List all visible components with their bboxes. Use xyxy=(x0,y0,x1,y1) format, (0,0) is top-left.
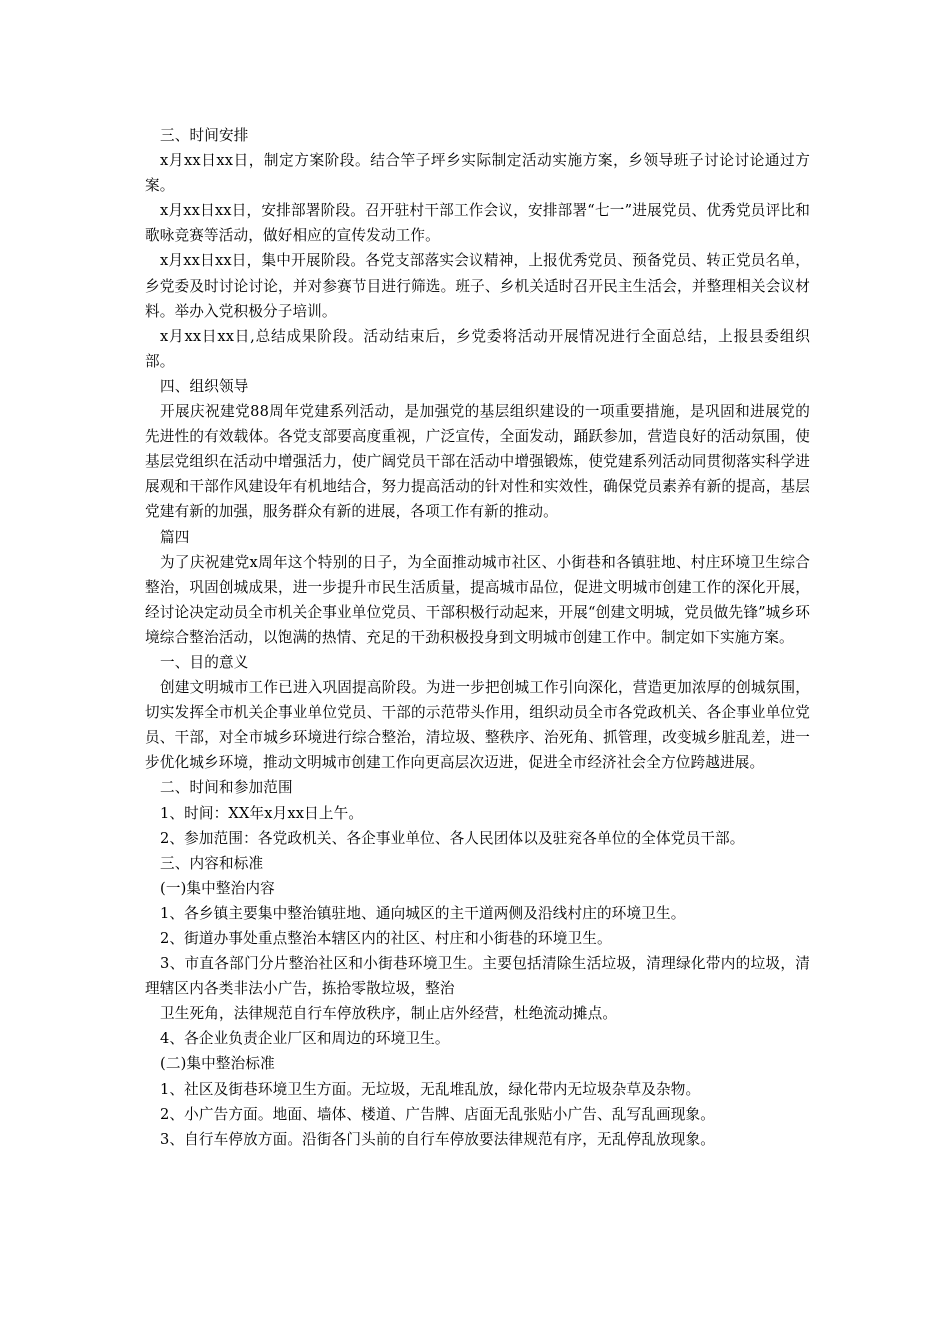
section-heading-part-four: 篇四 xyxy=(160,528,190,546)
list-item: 1、社区及街巷环境卫生方面。无垃圾，无乱堆乱放，绿化带内无垃圾杂草及杂物。 xyxy=(160,1080,701,1098)
section-heading-leadership: 四、组织领导 xyxy=(160,377,249,395)
section-heading-time-scope: 二、时间和参加范围 xyxy=(160,779,293,797)
section-heading-purpose: 一、目的意义 xyxy=(160,653,249,671)
section-heading-schedule: 三、时间安排 xyxy=(160,127,249,144)
document-body xyxy=(145,123,810,1152)
list-item: 1、时间：XX年x月xx日上午。 xyxy=(160,804,364,822)
paragraph: 为了庆祝建党x周年这个特别的日子，为全面推动城市社区、小街巷和各镇驻地、村庄环境卫生综合整治，巩固创城成果，进一步提升市民生活质量，提高城市品位，促进文明城市创建工作的深化开展，经讨论决定动员全市机关企事业单位党员、干部积极行动起来，开展“创建文明城，党员做先锋”城乡环境综合整治活动，以饱满的热情、充足的干劲积极投身到文明城市创建工作中。制定如下实施方案。 xyxy=(145,553,810,646)
list-item: 3、市直各部门分片整治社区和小街巷环境卫生。主要包括清除生活垃圾，清理绿化带内的垃圾，清理辖区内各类非法小广告，拣拾零散垃圾，整治 xyxy=(145,955,810,998)
subsection-heading-content: (一)集中整治内容 xyxy=(160,879,275,897)
list-item: 2、参加范围：各党政机关、各企事业单位、各人民团体以及驻兖各单位的全体党员干部。 xyxy=(160,829,745,847)
list-item: 3、自行车停放方面。沿街各门头前的自行车停放要法律规范有序，无乱停乱放现象。 xyxy=(160,1130,715,1148)
paragraph: x月xx日xx日，制定方案阶段。结合竿子坪乡实际制定活动实施方案，乡领导班子讨论讨论通过方案。 xyxy=(145,152,810,195)
paragraph: x月xx日xx日，安排部署阶段。召开驻村干部工作会议，安排部署“七一”进展党员、优秀党员评比和歌咏竞赛等活动，做好相应的宣传发动工作。 xyxy=(145,202,810,245)
paragraph: 创建文明城市工作已进入巩固提高阶段。为进一步把创城工作引向深化，营造更加浓厚的创城氛围，切实发挥全市机关企事业单位党员、干部的示范带头作用，组织动员全市各党政机关、各企事业单位党员、干部，对全市城乡环境进行综合整治，清垃圾、整秩序、治死角、抓管理，改变城乡脏乱差，进一步优化城乡环境，推动文明城市创建工作向更高层次迈进，促进全市经济社会全方位跨越进展。 xyxy=(145,679,810,772)
list-item: 4、各企业负责企业厂区和周边的环境卫生。 xyxy=(160,1030,450,1048)
list-item: 2、街道办事处重点整治本辖区内的社区、村庄和小街巷的环境卫生。 xyxy=(160,930,612,947)
subsection-heading-standards: (二)集中整治标准 xyxy=(160,1055,275,1073)
paragraph: x月xx日xx日,总结成果阶段。活动结束后，乡党委将活动开展情况进行全面总结，上报县委组织部。 xyxy=(145,327,810,370)
section-heading-content-standards: 三、内容和标准 xyxy=(160,854,264,872)
list-item: 1、各乡镇主要集中整治镇驻地、通向城区的主干道两侧及沿线村庄的环境卫生。 xyxy=(160,904,686,922)
paragraph: 开展庆祝建党88周年党建系列活动，是加强党的基层组织建设的一项重要措施，是巩固和进展党的先进性的有效载体。各党支部要高度重视，广泛宣传，全面发动，踊跃参加，营造良好的活动氛围，使基层党组织在活动中增强活力，使广阔党员干部在活动中增强锻炼，使党建系列活动同贯彻落实科学进展观和干部作风建设年有机地结合，努力提高活动的针对性和实效性，确保党员素养有新的提高，基层党建有新的加强，服务群众有新的进展，各项工作有新的推动。 xyxy=(145,403,810,521)
paragraph: x月xx日xx日，集中开展阶段。各党支部落实会议精神，上报优秀党员、预备党员、转正党员名单，乡党委及时讨论讨论，并对参赛节目进行筛选。班子、乡机关适时召开民主生活会，并整理相关会议材料。举办入党积极分子培训。 xyxy=(145,252,810,320)
list-item-continuation: 卫生死角，法律规范自行车停放秩序，制止店外经营，杜绝流动摊点。 xyxy=(160,1005,618,1023)
list-item: 2、小广告方面。地面、墙体、楼道、广告牌、店面无乱张贴小广告、乱写乱画现象。 xyxy=(160,1105,715,1123)
